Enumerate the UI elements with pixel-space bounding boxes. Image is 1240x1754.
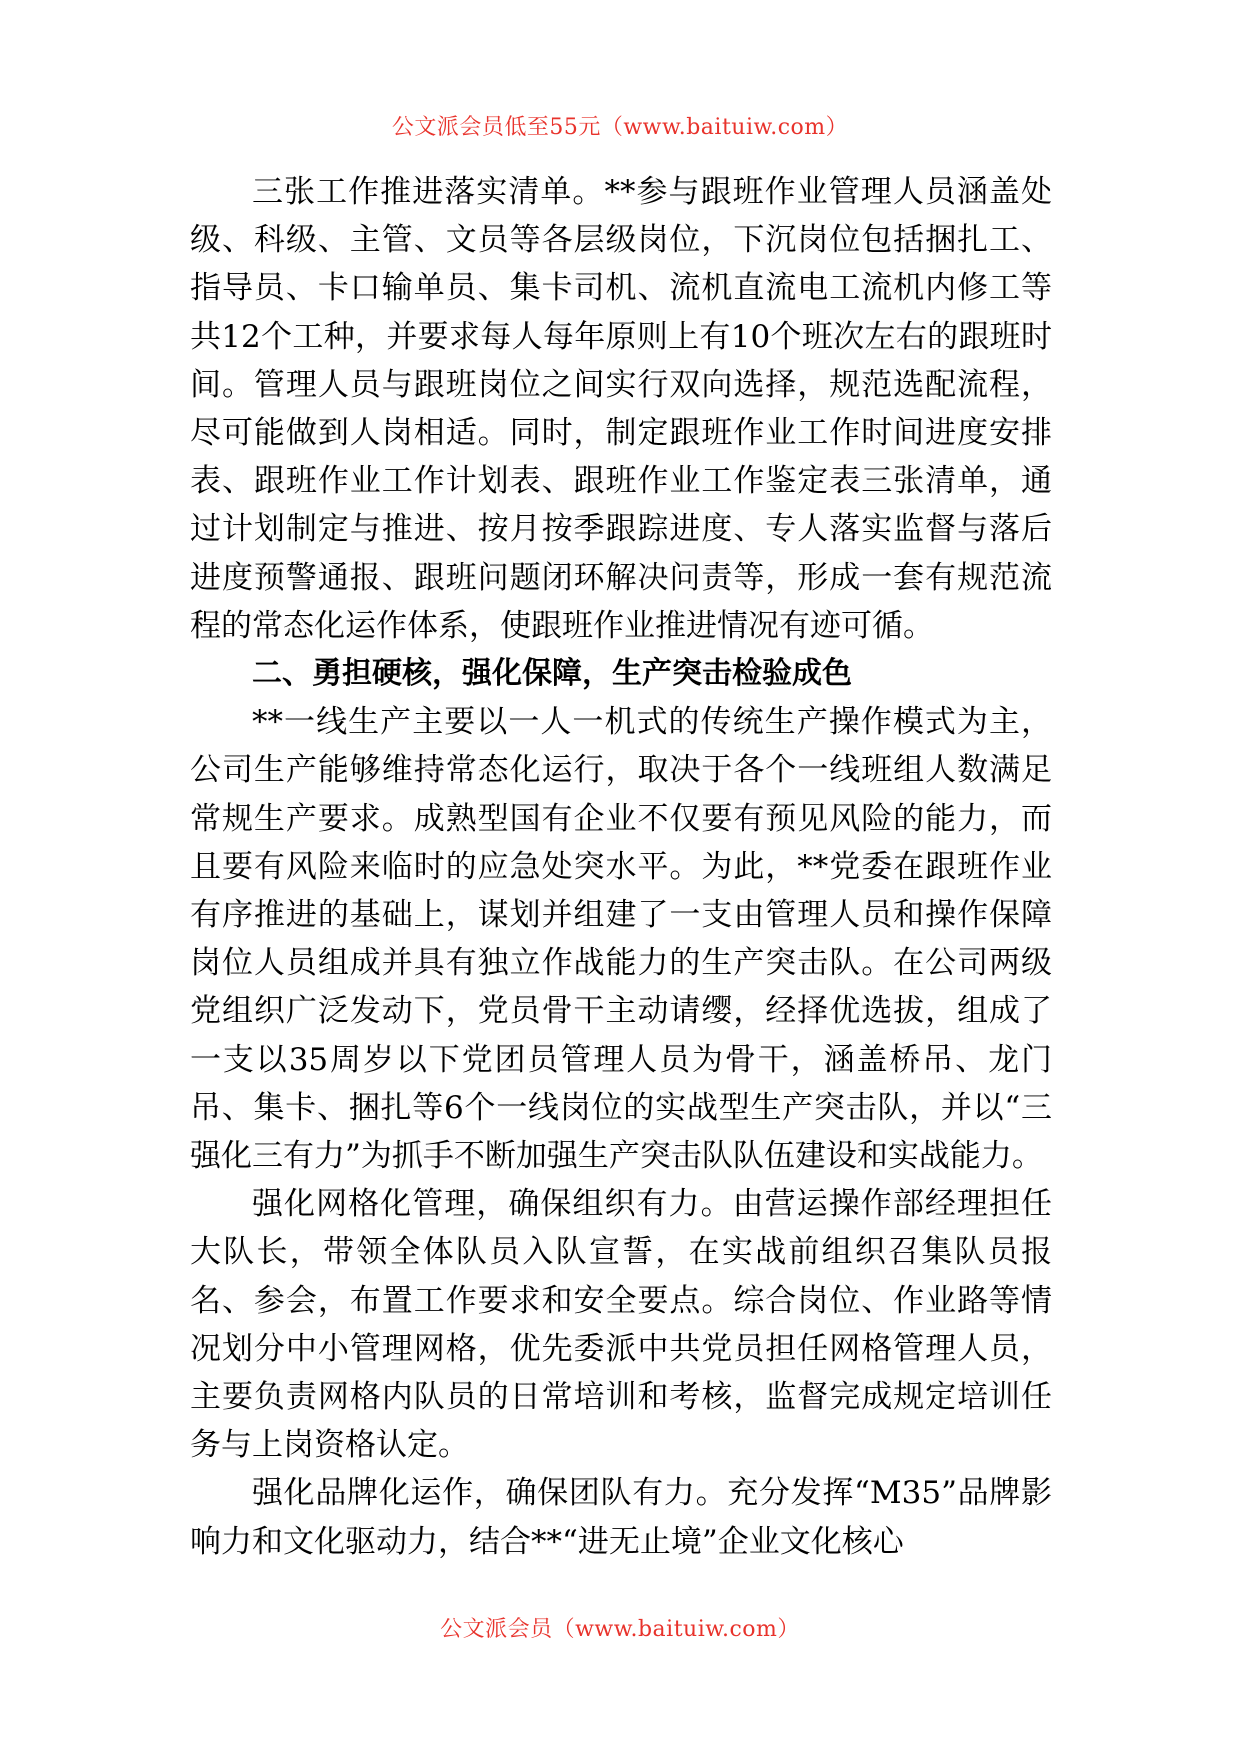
- footer-watermark: 公文派会员（www.baituiw.com）: [440, 1617, 800, 1642]
- paragraph-strike-team: **一线生产主要以一人一机式的传统生产操作模式为主，公司生产能够维持常态化运行，取决于各个一线班组人数满足常规生产要求。成熟型国有企业不仅要有预见风险的能力，而且要有风险来临时的应急处突水平。为此，**党委在跟班作业有序推进的基础上，谋划并组建了一支由管理人员和操作保障岗位人员组成并具有独立作战能力的生产突击队。在公司两级党组织广泛发动下，党员骨干主动请缨，经择优选拔，组成了一支以35周岁以下党团员管理人员为骨干，涵盖桥吊、龙门吊、集卡、捆扎等6个一线岗位的实战型生产突击队，并以“三强化三有力”为抓手不断加强生产突击队队伍建设和实战能力。: [190, 704, 1052, 1175]
- header-watermark: 公文派会员低至55元（www.baituiw.com）: [391, 115, 849, 140]
- document-body: [190, 168, 1052, 1566]
- paragraph-checklists: 三张工作推进落实清单。**参与跟班作业管理人员涵盖处级、科级、主管、文员等各层级岗位，下沉岗位包括捆扎工、指导员、卡口输单员、集卡司机、流机直流电工流机内修工等共12个工种，并要求每人每年原则上有10个班次左右的跟班时间。管理人员与跟班岗位之间实行双向选择，规范选配流程，尽可能做到人岗相适。同时，制定跟班作业工作时间进度安排表、跟班作业工作计划表、跟班作业工作鉴定表三张清单，通过计划制定与推进、按月按季跟踪进度、专人落实监督与落后进度预警通报、跟班问题闭环解决问责等，形成一套有规范流程的常态化运作体系，使跟班作业推进情况有迹可循。: [190, 174, 1052, 644]
- paragraph-grid-management: 强化网格化管理，确保组织有力。由营运操作部经理担任大队长，带领全体队员入队宣誓，在实战前组织召集队员报名、参会，布置工作要求和安全要点。综合岗位、作业路等情况划分中小管理网格，优先委派中共党员担任网格管理人员，主要负责网格内队员的日常培训和考核，监督完成规定培训任务与上岗资格认定。: [190, 1186, 1052, 1464]
- section-heading-2: 二、勇担硬核，强化保障，生产突击检验成色: [252, 656, 852, 692]
- paragraph-brand-operation: 强化品牌化运作，确保团队有力。充分发挥“M35”品牌影响力和文化驱动力，结合**“进无止境”企业文化核心: [190, 1475, 1052, 1560]
